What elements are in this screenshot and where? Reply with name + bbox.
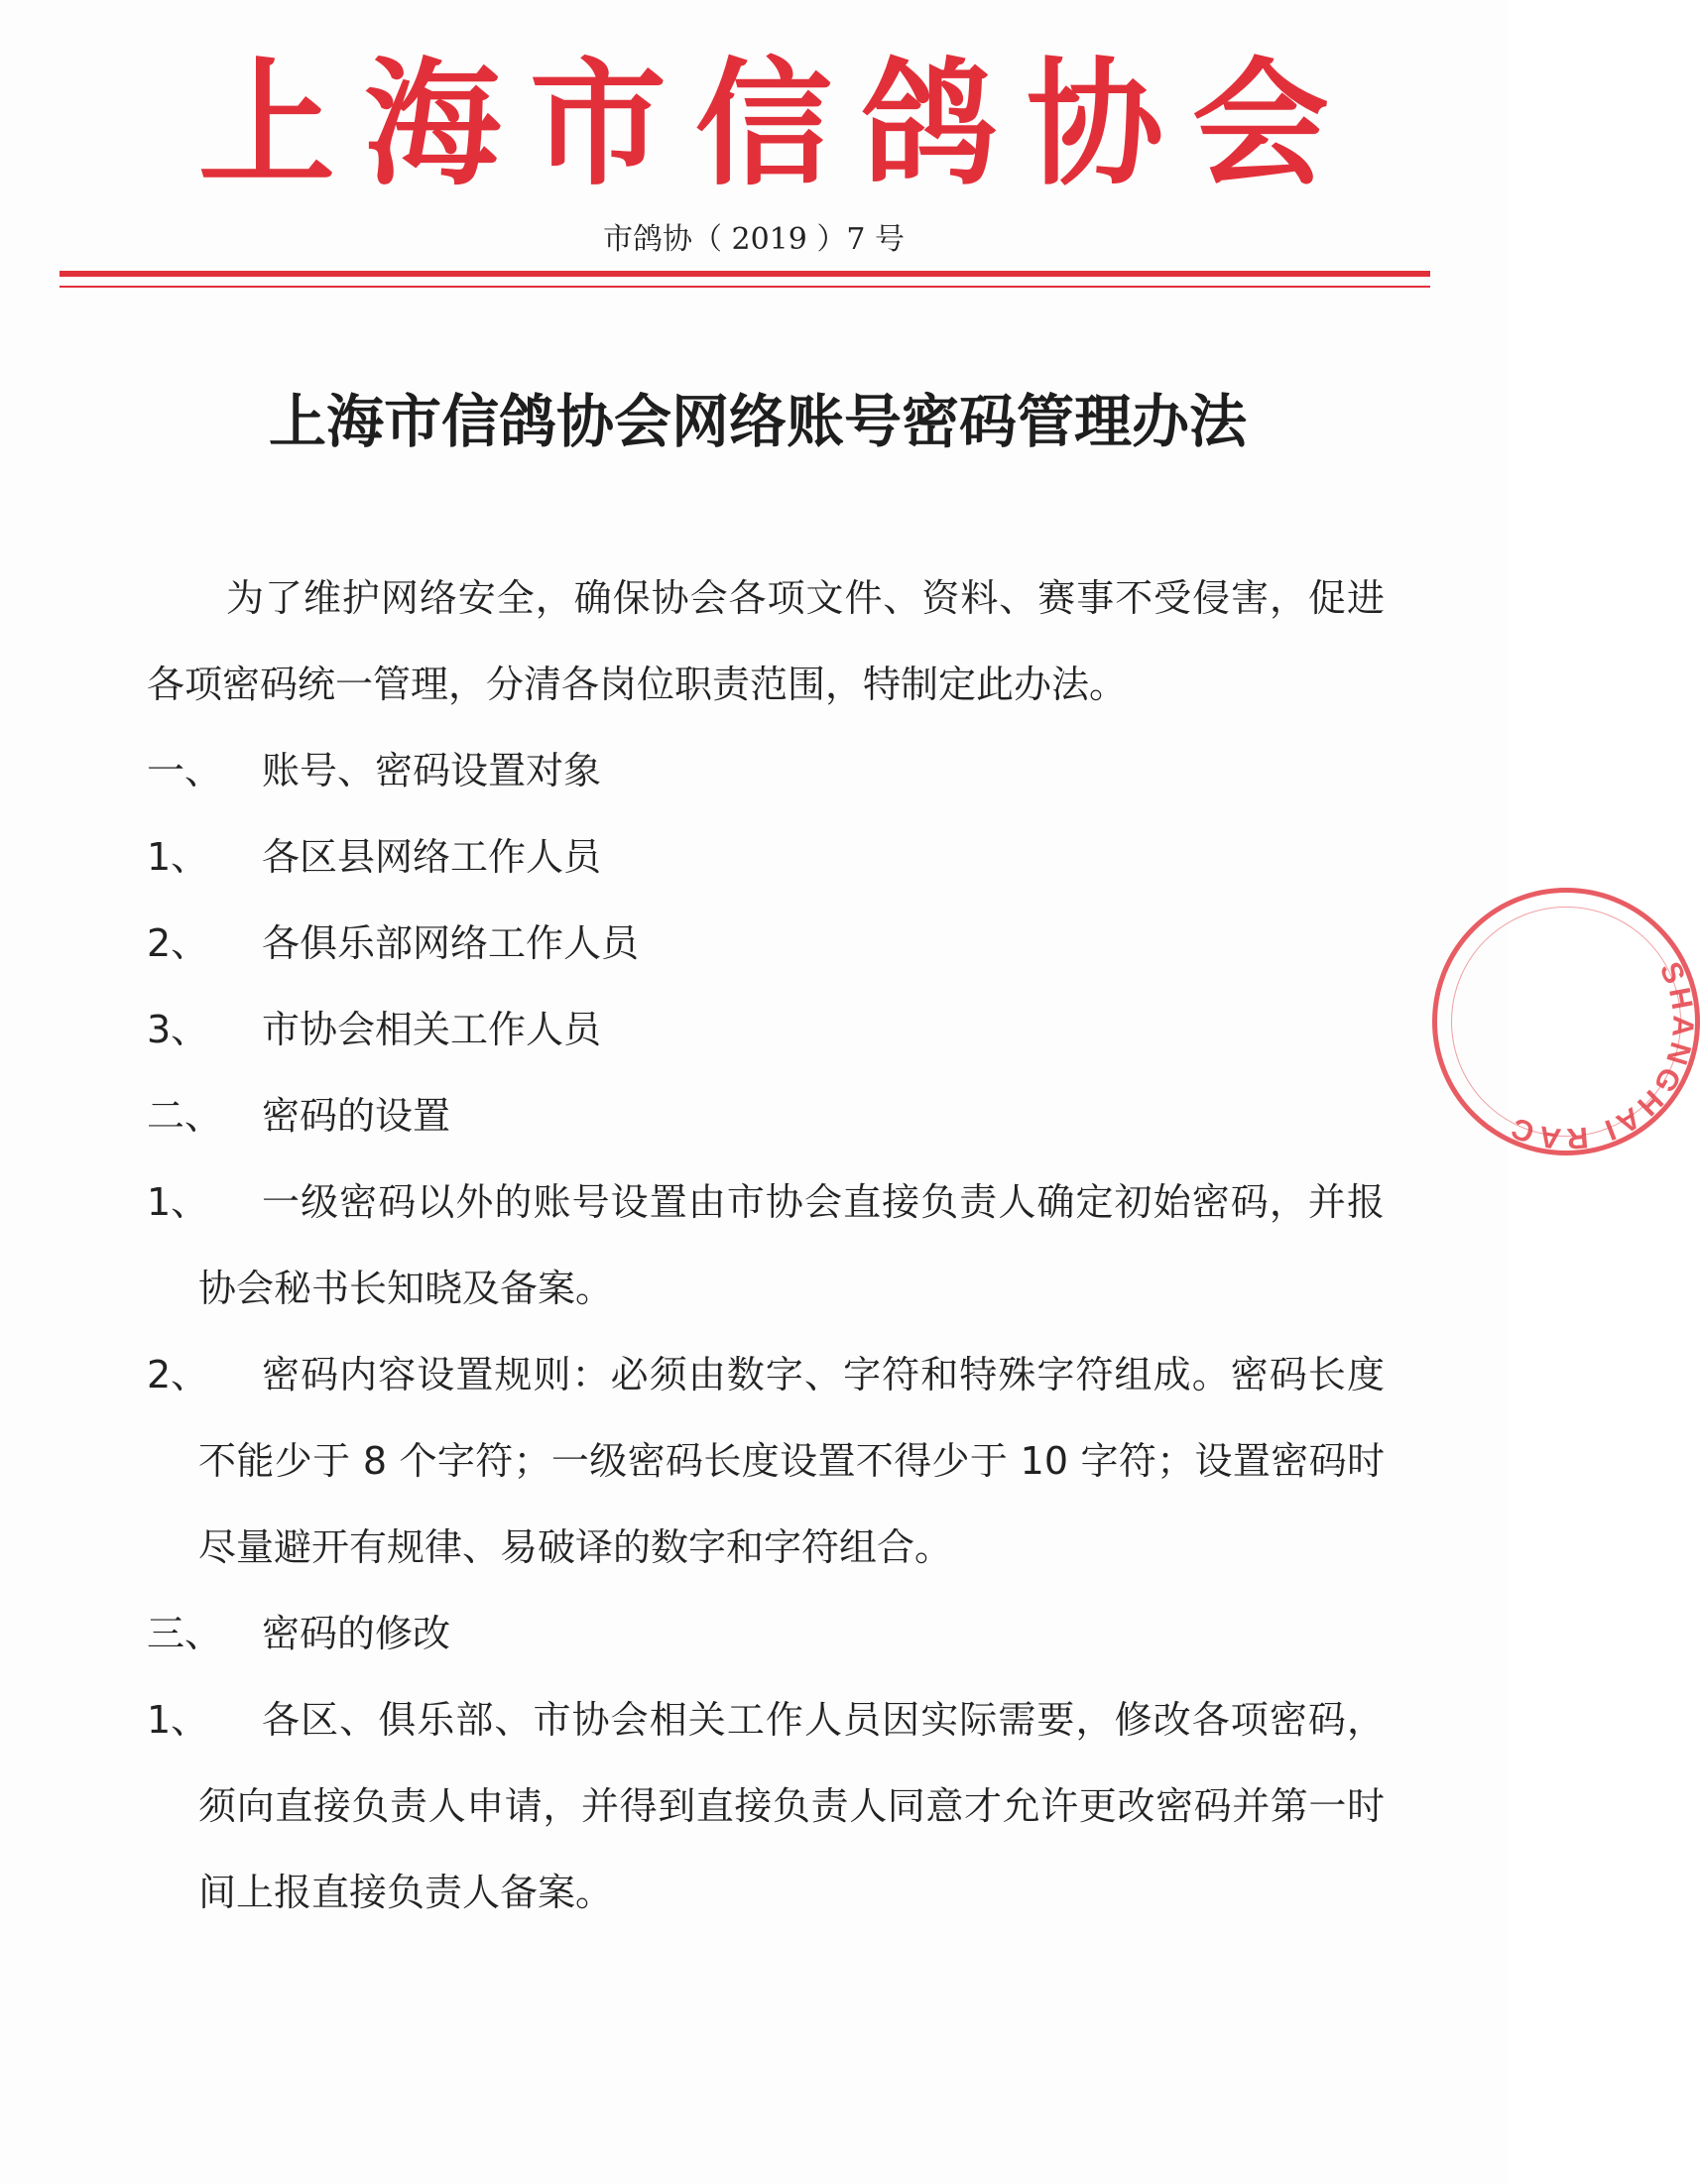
item-text: 密码内容设置规则：必须由数字、字符和特殊字符组成。密码长度 [262, 1353, 1385, 1396]
item-continuation-line: 不能少于 8 个字符；一级密码长度设置不得少于 10 字符；设置密码时 [198, 1439, 1385, 1483]
item-number: 2、 [147, 1353, 209, 1396]
section-number: 二、 [147, 1094, 223, 1138]
seal-text: SHANGHAI RAC [1503, 957, 1700, 1155]
section-heading-text: 密码的修改 [262, 1612, 451, 1655]
item-continuation-line: 尽量避开有规律、易破译的数字和字符组合。 [198, 1525, 953, 1569]
document-body [147, 555, 1385, 1936]
section-number: 一、 [147, 749, 223, 792]
letterhead-divider-thin [60, 286, 1430, 288]
letterhead-char: 协 [1026, 43, 1163, 204]
letterhead-divider-thick [60, 271, 1430, 277]
item-number: 1、 [147, 1698, 209, 1742]
section-heading [147, 1073, 1385, 1159]
item-text: 各区县网络工作人员 [262, 835, 602, 879]
intro-line: 为了维护网络安全，确保协会各项文件、资料、赛事不受侵害，促进 [226, 576, 1385, 620]
document-title: 上海市信鸽协会网络账号密码管理办法 [268, 388, 1247, 455]
letterhead-char: 鸽 [860, 43, 998, 204]
item-continuation-line: 间上报直接负责人备案。 [198, 1871, 614, 1914]
list-item [147, 901, 1385, 987]
section-heading [147, 728, 1385, 814]
letterhead-organization-name [198, 43, 1329, 204]
item-text: 各区、俱乐部、市协会相关工作人员因实际需要，修改各项密码， [262, 1698, 1385, 1742]
section-heading [147, 1591, 1385, 1677]
item-continuation-line: 协会秘书长知晓及备案。 [198, 1267, 614, 1310]
item-text: 一级密码以外的账号设置由市协会直接负责人确定初始密码，并报 [262, 1180, 1385, 1224]
letterhead-char: 信 [694, 43, 832, 204]
item-continuation-line: 须向直接负责人申请，并得到直接负责人同意才允许更改密码并第一时 [198, 1784, 1385, 1828]
letterhead-char: 市 [529, 43, 667, 204]
item-number: 1、 [147, 1180, 209, 1224]
section-heading-text: 账号、密码设置对象 [262, 749, 602, 792]
item-number: 3、 [147, 1008, 209, 1051]
list-item [147, 1677, 1385, 1763]
item-text: 市协会相关工作人员 [262, 1008, 602, 1051]
letterhead-char: 会 [1191, 43, 1329, 204]
seal-text-graphic [1432, 888, 1700, 1155]
list-item [147, 1159, 1385, 1246]
section-heading-text: 密码的设置 [262, 1094, 451, 1138]
item-number: 2、 [147, 921, 209, 965]
list-item [147, 987, 1385, 1073]
letterhead-char: 上 [198, 43, 336, 204]
letterhead-char: 海 [363, 43, 501, 204]
list-item [147, 1332, 1385, 1418]
item-text: 各俱乐部网络工作人员 [262, 921, 640, 965]
section-number: 三、 [147, 1612, 223, 1655]
official-seal-stamp [1432, 888, 1700, 1155]
list-item [147, 814, 1385, 901]
svg-text:SHANGHAI RAC [1468, 954, 1700, 1155]
document-number: 市鸽协（ 2019 ）7 号 [602, 222, 906, 257]
item-number: 1、 [147, 835, 209, 879]
intro-line: 各项密码统一管理，分清各岗位职责范围，特制定此办法。 [147, 663, 1128, 706]
